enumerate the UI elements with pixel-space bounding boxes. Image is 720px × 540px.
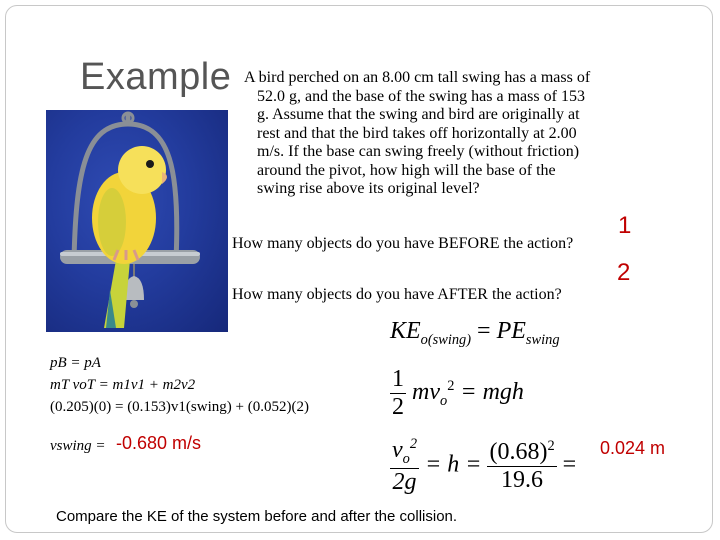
problem-line: m/s. If the base can swing freely (without friction): [257, 143, 580, 160]
momentum-line-3: (0.205)(0) = (0.153)v1(swing) + (0.052)(2): [50, 399, 309, 415]
problem-line: g. Assume that the swing and bird are originally at: [257, 106, 580, 123]
energy-line-1: $KE_{o(swing)} = PE_{swing}$: [390, 318, 560, 348]
problem-line: 52.0 g, and the base of the swing has a mass of 153: [257, 87, 585, 105]
momentum-line-2: mT voT = m1v1 + m2v2: [50, 377, 196, 393]
vswing-label: vswing =: [50, 438, 106, 454]
answer-before: 1: [618, 212, 632, 239]
problem-statement: [244, 69, 684, 199]
problem-line: A bird perched on an 8.00 cm tall swing has a mass of: [244, 69, 591, 86]
momentum-equations: [50, 352, 309, 418]
energy-equations: [390, 318, 576, 496]
momentum-line-1: pB = pA: [50, 355, 101, 371]
v-squared-over-2g: $\frac{v_o^2}{2g}$: [392, 436, 418, 495]
height-value: 0.024 m: [600, 438, 666, 458]
energy-line-2: $\frac{1}{2}$ $mv_o^2$ = mgh: [392, 366, 524, 420]
problem-line: swing rise above its original level?: [257, 180, 480, 197]
slide-title: Example: [80, 56, 232, 98]
problem-line: around the pivot, how high will the base of the: [257, 161, 556, 179]
one-half-fraction: $\frac{1}{2}$: [392, 366, 404, 420]
footer-prompt: Compare the KE of the system before and after the collision.: [56, 508, 458, 525]
parakeet-illustration: [46, 110, 228, 332]
parakeet-photo: [46, 110, 228, 332]
answer-after: 2: [617, 259, 631, 286]
energy-line-3: $\frac{v_o^2}{2g}$ = h = $\frac{(0.68)^2}{19.6}$ =: [392, 436, 577, 495]
problem-line: rest and that the bird takes off horizontally at 2.00: [257, 124, 577, 142]
numeric-fraction: $\frac{(0.68)^2}{19.6}$: [489, 437, 555, 493]
vswing-value: -0.680 m/s: [116, 433, 202, 453]
question-before: How many objects do you have BEFORE the action?: [232, 235, 574, 252]
question-after: How many objects do you have AFTER the action?: [232, 286, 562, 303]
